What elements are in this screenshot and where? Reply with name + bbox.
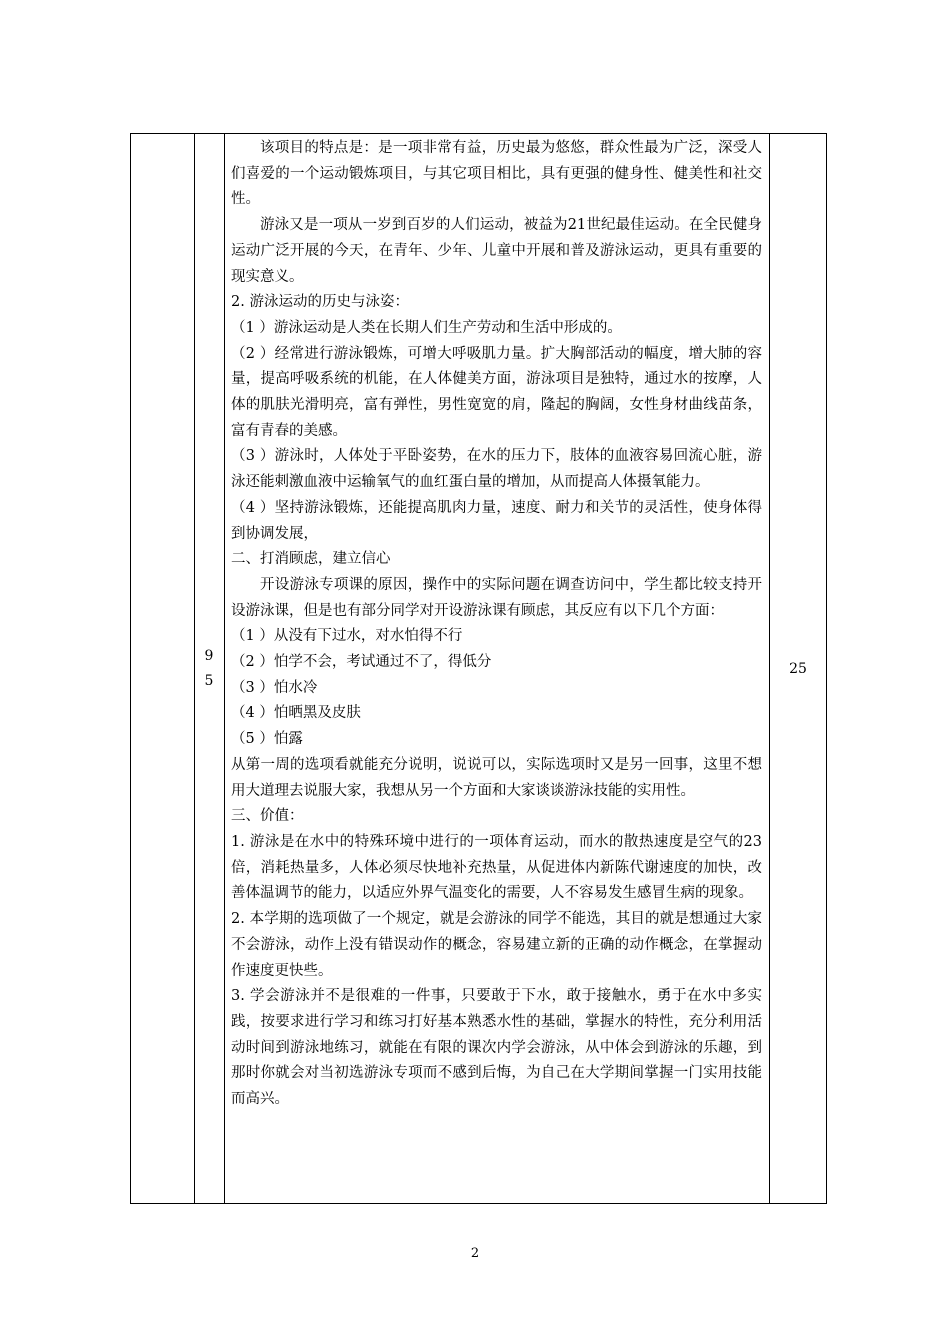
content-paragraph: 该项目的特点是：是一项非常有益，历史最为悠悠，群众性最为广泛，深受人们喜爱的一个运动锻炼项目，与其它项目相比，具有更强的健身性、健美性和社交性。 <box>231 140 762 208</box>
week-digit: 9 <box>204 647 214 664</box>
content-paragraph: 2. 游泳运动的历史与泳姿： <box>231 294 409 311</box>
column-divider <box>224 134 225 1203</box>
content-paragraph: 开设游泳专项课的原因，操作中的实际问题在调查访问中，学生都比较支持开设游泳课，但是也有部分同学对开设游泳课有顾虑，其反应有以下几个方面： <box>231 576 762 619</box>
content-paragraph: （4 ）坚持游泳锻炼，还能提高肌肉力量，速度、耐力和关节的灵活性，使身体得到协调发展， <box>231 499 762 542</box>
week-cell <box>194 134 224 1203</box>
minutes-value: 25 <box>789 660 807 677</box>
content-paragraph: 游泳又是一项从一岁到百岁的人们运动，被益为21世纪最佳运动。在全民健身运动广泛开展的今天，在青年、少年、儿童中开展和普及游泳运动，更具有重要的现实意义。 <box>231 217 762 285</box>
content-paragraph: 三、价值： <box>231 808 304 825</box>
week-digit: 5 <box>204 672 214 689</box>
lesson-table <box>130 133 827 1204</box>
content-paragraph: （4 ）怕晒黑及皮肤 <box>231 705 361 722</box>
content-paragraph: （1 ）游泳运动是人类在长期人们生产劳动和生活中形成的。 <box>231 319 622 336</box>
content-paragraph: 2. 本学期的选项做了一个规定，就是会游泳的同学不能选，其目的就是想通过大家不会游泳，动作上没有错误动作的概念，容易建立新的正确的动作概念，在掌握动作速度更快些。 <box>231 911 762 979</box>
content-paragraph: （2 ）怕学不会，考试通过不了，得低分 <box>231 654 492 671</box>
lesson-content <box>231 136 762 1113</box>
content-paragraph: 二、打消顾虑，建立信心 <box>231 551 391 568</box>
content-paragraph: （5 ）怕露 <box>231 731 303 748</box>
content-paragraph: （3 ）怕水冷 <box>231 679 318 696</box>
content-paragraph: 从第一周的选项看就能充分说明，说说可以，实际选项时又是另一回事，这里不想用大道理去说服大家，我想从另一个方面和大家谈谈游泳技能的实用性。 <box>231 756 762 799</box>
content-paragraph: 1. 游泳是在水中的特殊环境中进行的一项体育运动，而水的散热速度是空气的23倍，消耗热量多，人体必须尽快地补充热量，从促进体内新陈代谢速度的加快，改善体温调节的能力，以适应外界气温变化的需要，人不容易发生感冒生病的现象。 <box>231 833 762 902</box>
page-number: 2 <box>470 1246 480 1261</box>
content-paragraph: （3 ）游泳时，人体处于平卧姿势，在水的压力下，肢体的血液容易回流心脏，游泳还能刺激血液中运输氧气的血红蛋白量的增加，从而提高人体摄氧能力。 <box>231 448 762 491</box>
content-paragraph: （2 ）经常进行游泳锻炼，可增大呼吸肌力量。扩大胸部活动的幅度，增大肺的容量，提高呼吸系统的机能，在人体健美方面，游泳项目是独特，通过水的按摩，人体的肌肤光滑明亮，富有弹性，男性宽宽的肩，隆起的胸阔，女性身材曲线苗条，富有青春的美感。 <box>231 345 762 439</box>
minutes-cell <box>769 134 827 1203</box>
content-paragraph: （1 ）从没有下过水，对水怕得不行 <box>231 628 463 645</box>
content-paragraph: 3. 学会游泳并不是很难的一件事，只要敢于下水，敢于接触水，勇于在水中多实践，按要求进行学习和练习打好基本熟悉水性的基础，掌握水的特性，充分利用活动时间到游泳地练习，就能在有限的课次内学会游泳，从中体会到游泳的乐趣，到那时你就会对当初选游泳专项而不感到后悔，为自己在大学期间掌握一门实用技能而高兴。 <box>231 988 762 1108</box>
